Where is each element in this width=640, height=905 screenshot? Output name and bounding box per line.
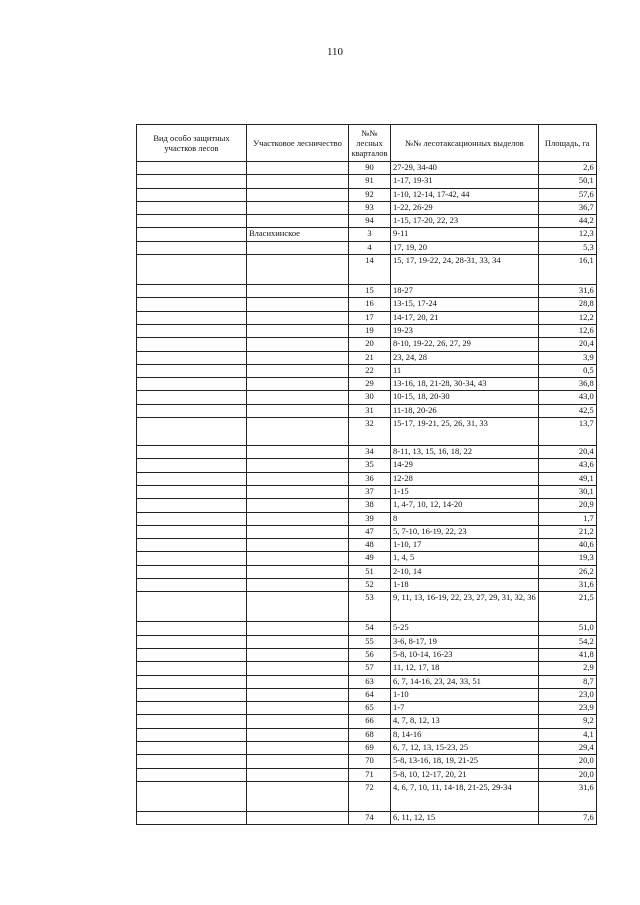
cell-forestry (247, 364, 349, 377)
cell-forestry (247, 579, 349, 592)
cell-forestry (247, 188, 349, 201)
cell-forestry (247, 351, 349, 364)
cell-kind (137, 592, 247, 622)
cell-quarter: 92 (349, 188, 391, 201)
table-row (137, 635, 597, 648)
cell-kind (137, 741, 247, 754)
cell-plots: 8 (391, 512, 539, 525)
cell-plots: 13-16, 18, 21-28, 30-34, 43 (391, 378, 539, 391)
cell-area: 20,0 (538, 755, 596, 768)
cell-plots: 1, 4, 5 (391, 552, 539, 565)
cell-kind (137, 768, 247, 781)
cell-plots: 14-17, 20, 21 (391, 311, 539, 324)
cell-area: 44,2 (538, 215, 596, 228)
cell-quarter: 72 (349, 781, 391, 811)
header-plots: №№ лесотаксационных выделов (391, 125, 539, 162)
table-row (137, 188, 597, 201)
table-row (137, 552, 597, 565)
cell-area: 9,2 (538, 715, 596, 728)
cell-kind (137, 648, 247, 661)
cell-quarter: 30 (349, 391, 391, 404)
cell-kind (137, 255, 247, 285)
cell-quarter: 32 (349, 418, 391, 446)
cell-quarter: 4 (349, 241, 391, 254)
cell-kind (137, 188, 247, 201)
cell-forestry (247, 539, 349, 552)
cell-forestry (247, 298, 349, 311)
cell-area: 31,6 (538, 285, 596, 298)
table-row (137, 741, 597, 754)
cell-kind (137, 715, 247, 728)
cell-plots: 6, 11, 12, 15 (391, 811, 539, 824)
cell-forestry (247, 702, 349, 715)
cell-kind (137, 688, 247, 701)
cell-kind (137, 228, 247, 241)
cell-forestry (247, 485, 349, 498)
cell-forestry (247, 472, 349, 485)
cell-kind (137, 418, 247, 446)
cell-quarter: 22 (349, 364, 391, 377)
table-row (137, 324, 597, 337)
cell-kind (137, 201, 247, 214)
table-row (137, 311, 597, 324)
cell-quarter: 15 (349, 285, 391, 298)
cell-forestry (247, 499, 349, 512)
cell-plots: 4, 7, 8, 12, 13 (391, 715, 539, 728)
cell-plots: 17, 19, 20 (391, 241, 539, 254)
table-row (137, 338, 597, 351)
cell-kind (137, 811, 247, 824)
page-number: 110 (326, 46, 344, 58)
cell-kind (137, 539, 247, 552)
table-row (137, 579, 597, 592)
cell-area: 16,1 (538, 255, 596, 285)
cell-kind (137, 404, 247, 417)
cell-area: 4,1 (538, 728, 596, 741)
cell-area: 0,5 (538, 364, 596, 377)
cell-quarter: 36 (349, 472, 391, 485)
cell-plots: 15-17, 19-21, 25, 26, 31, 33 (391, 418, 539, 446)
cell-plots: 27-29, 34-40 (391, 162, 539, 175)
table-row (137, 298, 597, 311)
cell-quarter: 47 (349, 525, 391, 538)
cell-kind (137, 552, 247, 565)
cell-kind (137, 298, 247, 311)
cell-kind (137, 499, 247, 512)
cell-plots: 1-10, 12-14, 17-42, 44 (391, 188, 539, 201)
table-row (137, 648, 597, 661)
cell-quarter: 57 (349, 662, 391, 675)
cell-forestry (247, 811, 349, 824)
cell-area: 29,4 (538, 741, 596, 754)
cell-forestry (247, 741, 349, 754)
cell-forestry (247, 635, 349, 648)
cell-forestry (247, 512, 349, 525)
cell-forestry (247, 688, 349, 701)
table-row (137, 201, 597, 214)
cell-plots: 5-8, 13-16, 18, 19, 21-25 (391, 755, 539, 768)
cell-area: 2,9 (538, 662, 596, 675)
cell-quarter: 90 (349, 162, 391, 175)
cell-area: 2,6 (538, 162, 596, 175)
table-row (137, 512, 597, 525)
cell-plots: 1-17, 19-31 (391, 175, 539, 188)
cell-kind (137, 215, 247, 228)
cell-area: 28,8 (538, 298, 596, 311)
header-quarters: №№ лесных кварталов (349, 125, 391, 162)
cell-kind (137, 728, 247, 741)
cell-plots: 1-22, 26-29 (391, 201, 539, 214)
cell-area: 51,0 (538, 622, 596, 635)
cell-area: 21,5 (538, 592, 596, 622)
cell-plots: 5-25 (391, 622, 539, 635)
cell-forestry (247, 592, 349, 622)
cell-kind (137, 781, 247, 811)
cell-plots: 5-8, 10-14, 16-23 (391, 648, 539, 661)
cell-forestry (247, 755, 349, 768)
table-row (137, 755, 597, 768)
cell-forestry (247, 662, 349, 675)
cell-quarter: 71 (349, 768, 391, 781)
cell-kind (137, 622, 247, 635)
cell-kind (137, 579, 247, 592)
table-row (137, 215, 597, 228)
cell-quarter: 65 (349, 702, 391, 715)
cell-plots: 1-18 (391, 579, 539, 592)
cell-area: 20,4 (538, 446, 596, 459)
cell-area: 21,2 (538, 525, 596, 538)
header-kind: Вид особо защитных участков лесов (137, 125, 247, 162)
cell-plots: 5, 7-10, 16-19, 22, 23 (391, 525, 539, 538)
cell-plots: 13-15, 17-24 (391, 298, 539, 311)
cell-kind (137, 512, 247, 525)
cell-plots: 9, 11, 13, 16-19, 22, 23, 27, 29, 31, 32, 36 (391, 592, 539, 622)
cell-quarter: 70 (349, 755, 391, 768)
header-forestry: Участковое лесничество (247, 125, 349, 162)
cell-quarter: 74 (349, 811, 391, 824)
cell-area: 57,6 (538, 188, 596, 201)
cell-forestry (247, 525, 349, 538)
cell-area: 31,6 (538, 781, 596, 811)
cell-quarter: 63 (349, 675, 391, 688)
cell-plots: 8-10, 19-22, 26, 27, 29 (391, 338, 539, 351)
cell-area: 40,6 (538, 539, 596, 552)
cell-kind (137, 755, 247, 768)
cell-kind (137, 241, 247, 254)
table-row (137, 285, 597, 298)
table-row (137, 404, 597, 417)
cell-quarter: 21 (349, 351, 391, 364)
cell-forestry (247, 324, 349, 337)
table-row (137, 781, 597, 811)
cell-kind (137, 472, 247, 485)
table-row (137, 228, 597, 241)
cell-area: 30,1 (538, 485, 596, 498)
header-area: Площадь, га (538, 125, 596, 162)
cell-area: 49,1 (538, 472, 596, 485)
cell-quarter: 17 (349, 311, 391, 324)
table-row (137, 662, 597, 675)
cell-forestry (247, 552, 349, 565)
table-row (137, 702, 597, 715)
cell-quarter: 94 (349, 215, 391, 228)
cell-area: 8,7 (538, 675, 596, 688)
cell-area: 7,6 (538, 811, 596, 824)
cell-quarter: 34 (349, 446, 391, 459)
cell-area: 3,9 (538, 351, 596, 364)
cell-area: 26,2 (538, 565, 596, 578)
cell-quarter: 54 (349, 622, 391, 635)
cell-area: 41,8 (538, 648, 596, 661)
cell-kind (137, 485, 247, 498)
table-row (137, 592, 597, 622)
cell-quarter: 31 (349, 404, 391, 417)
cell-quarter: 35 (349, 459, 391, 472)
cell-plots: 23, 24, 28 (391, 351, 539, 364)
cell-kind (137, 285, 247, 298)
table-row (137, 175, 597, 188)
table-row (137, 162, 597, 175)
cell-kind (137, 525, 247, 538)
table-row (137, 565, 597, 578)
cell-plots: 10-15, 18, 20-30 (391, 391, 539, 404)
cell-area: 50,1 (538, 175, 596, 188)
cell-area: 36,8 (538, 378, 596, 391)
cell-forestry (247, 404, 349, 417)
cell-plots: 1-10 (391, 688, 539, 701)
cell-kind (137, 565, 247, 578)
cell-forestry: Власихинское (247, 228, 349, 241)
cell-quarter: 3 (349, 228, 391, 241)
cell-plots: 8-11, 13, 15, 16, 18, 22 (391, 446, 539, 459)
cell-kind (137, 311, 247, 324)
cell-forestry (247, 459, 349, 472)
cell-plots: 11, 12, 17, 18 (391, 662, 539, 675)
cell-kind (137, 446, 247, 459)
cell-plots: 18-27 (391, 285, 539, 298)
cell-quarter: 48 (349, 539, 391, 552)
cell-quarter: 69 (349, 741, 391, 754)
cell-plots: 1-7 (391, 702, 539, 715)
cell-forestry (247, 285, 349, 298)
cell-forestry (247, 215, 349, 228)
cell-quarter: 49 (349, 552, 391, 565)
table-row (137, 391, 597, 404)
cell-area: 12,3 (538, 228, 596, 241)
cell-plots: 1-15, 17-20, 22, 23 (391, 215, 539, 228)
cell-kind (137, 364, 247, 377)
table-row (137, 378, 597, 391)
table-row (137, 768, 597, 781)
cell-kind (137, 162, 247, 175)
table-row (137, 811, 597, 824)
cell-kind (137, 351, 247, 364)
cell-quarter: 52 (349, 579, 391, 592)
cell-quarter: 14 (349, 255, 391, 285)
cell-area: 42,5 (538, 404, 596, 417)
cell-quarter: 39 (349, 512, 391, 525)
table-row (137, 418, 597, 446)
table-body (137, 162, 597, 825)
cell-quarter: 20 (349, 338, 391, 351)
cell-area: 19,3 (538, 552, 596, 565)
table-row (137, 525, 597, 538)
table-row (137, 622, 597, 635)
table-row (137, 485, 597, 498)
cell-quarter: 53 (349, 592, 391, 622)
cell-quarter: 19 (349, 324, 391, 337)
cell-plots: 2-10, 14 (391, 565, 539, 578)
cell-plots: 6, 7, 12, 13, 15-23, 25 (391, 741, 539, 754)
cell-plots: 4, 6, 7, 10, 11, 14-18, 21-25, 29-34 (391, 781, 539, 811)
cell-forestry (247, 162, 349, 175)
table-row (137, 499, 597, 512)
table-row (137, 472, 597, 485)
cell-plots: 5-8, 10, 12-17, 20, 21 (391, 768, 539, 781)
cell-kind (137, 324, 247, 337)
cell-plots: 1-15 (391, 485, 539, 498)
cell-forestry (247, 378, 349, 391)
cell-area: 31,6 (538, 579, 596, 592)
table-row (137, 459, 597, 472)
cell-plots: 11-18, 20-26 (391, 404, 539, 417)
cell-area: 43,6 (538, 459, 596, 472)
cell-kind (137, 338, 247, 351)
cell-plots: 14-29 (391, 459, 539, 472)
cell-area: 43,0 (538, 391, 596, 404)
cell-forestry (247, 728, 349, 741)
cell-forestry (247, 175, 349, 188)
cell-area: 12,2 (538, 311, 596, 324)
cell-kind (137, 702, 247, 715)
table-row (137, 728, 597, 741)
cell-plots: 1-10, 17 (391, 539, 539, 552)
cell-quarter: 38 (349, 499, 391, 512)
cell-area: 13,7 (538, 418, 596, 446)
cell-area: 1,7 (538, 512, 596, 525)
cell-forestry (247, 781, 349, 811)
cell-kind (137, 675, 247, 688)
cell-plots: 12-28 (391, 472, 539, 485)
cell-area: 20,4 (538, 338, 596, 351)
cell-forestry (247, 418, 349, 446)
cell-forestry (247, 446, 349, 459)
cell-area: 20,9 (538, 499, 596, 512)
cell-plots: 3-6, 8-17, 19 (391, 635, 539, 648)
cell-quarter: 37 (349, 485, 391, 498)
cell-quarter: 29 (349, 378, 391, 391)
cell-forestry (247, 201, 349, 214)
cell-forestry (247, 391, 349, 404)
table-row (137, 688, 597, 701)
cell-forestry (247, 338, 349, 351)
cell-plots: 19-23 (391, 324, 539, 337)
cell-kind (137, 378, 247, 391)
cell-kind (137, 662, 247, 675)
cell-quarter: 93 (349, 201, 391, 214)
cell-forestry (247, 255, 349, 285)
cell-area: 23,0 (538, 688, 596, 701)
table-header-row (137, 125, 597, 162)
cell-quarter: 68 (349, 728, 391, 741)
cell-forestry (247, 675, 349, 688)
cell-kind (137, 459, 247, 472)
table-row (137, 241, 597, 254)
table-row (137, 255, 597, 285)
cell-quarter: 16 (349, 298, 391, 311)
cell-forestry (247, 715, 349, 728)
cell-area: 23,9 (538, 702, 596, 715)
cell-quarter: 66 (349, 715, 391, 728)
table-row (137, 539, 597, 552)
table-row (137, 351, 597, 364)
cell-plots: 9-11 (391, 228, 539, 241)
cell-kind (137, 175, 247, 188)
cell-area: 12,6 (538, 324, 596, 337)
cell-plots: 11 (391, 364, 539, 377)
cell-kind (137, 391, 247, 404)
table-row (137, 364, 597, 377)
cell-area: 54,2 (538, 635, 596, 648)
cell-quarter: 51 (349, 565, 391, 578)
table-row (137, 715, 597, 728)
cell-area: 36,7 (538, 201, 596, 214)
cell-quarter: 91 (349, 175, 391, 188)
cell-forestry (247, 768, 349, 781)
cell-forestry (247, 648, 349, 661)
cell-plots: 6, 7, 14-16, 23, 24, 33, 51 (391, 675, 539, 688)
cell-plots: 15, 17, 19-22, 24, 28-31, 33, 34 (391, 255, 539, 285)
protected-forest-table (136, 124, 597, 825)
cell-forestry (247, 311, 349, 324)
cell-area: 5,3 (538, 241, 596, 254)
cell-area: 20,0 (538, 768, 596, 781)
cell-plots: 1, 4-7, 10, 12, 14-20 (391, 499, 539, 512)
cell-quarter: 56 (349, 648, 391, 661)
cell-forestry (247, 565, 349, 578)
cell-quarter: 64 (349, 688, 391, 701)
table-row (137, 675, 597, 688)
table-row (137, 446, 597, 459)
cell-kind (137, 635, 247, 648)
cell-forestry (247, 241, 349, 254)
cell-plots: 8, 14-16 (391, 728, 539, 741)
cell-forestry (247, 622, 349, 635)
cell-quarter: 55 (349, 635, 391, 648)
